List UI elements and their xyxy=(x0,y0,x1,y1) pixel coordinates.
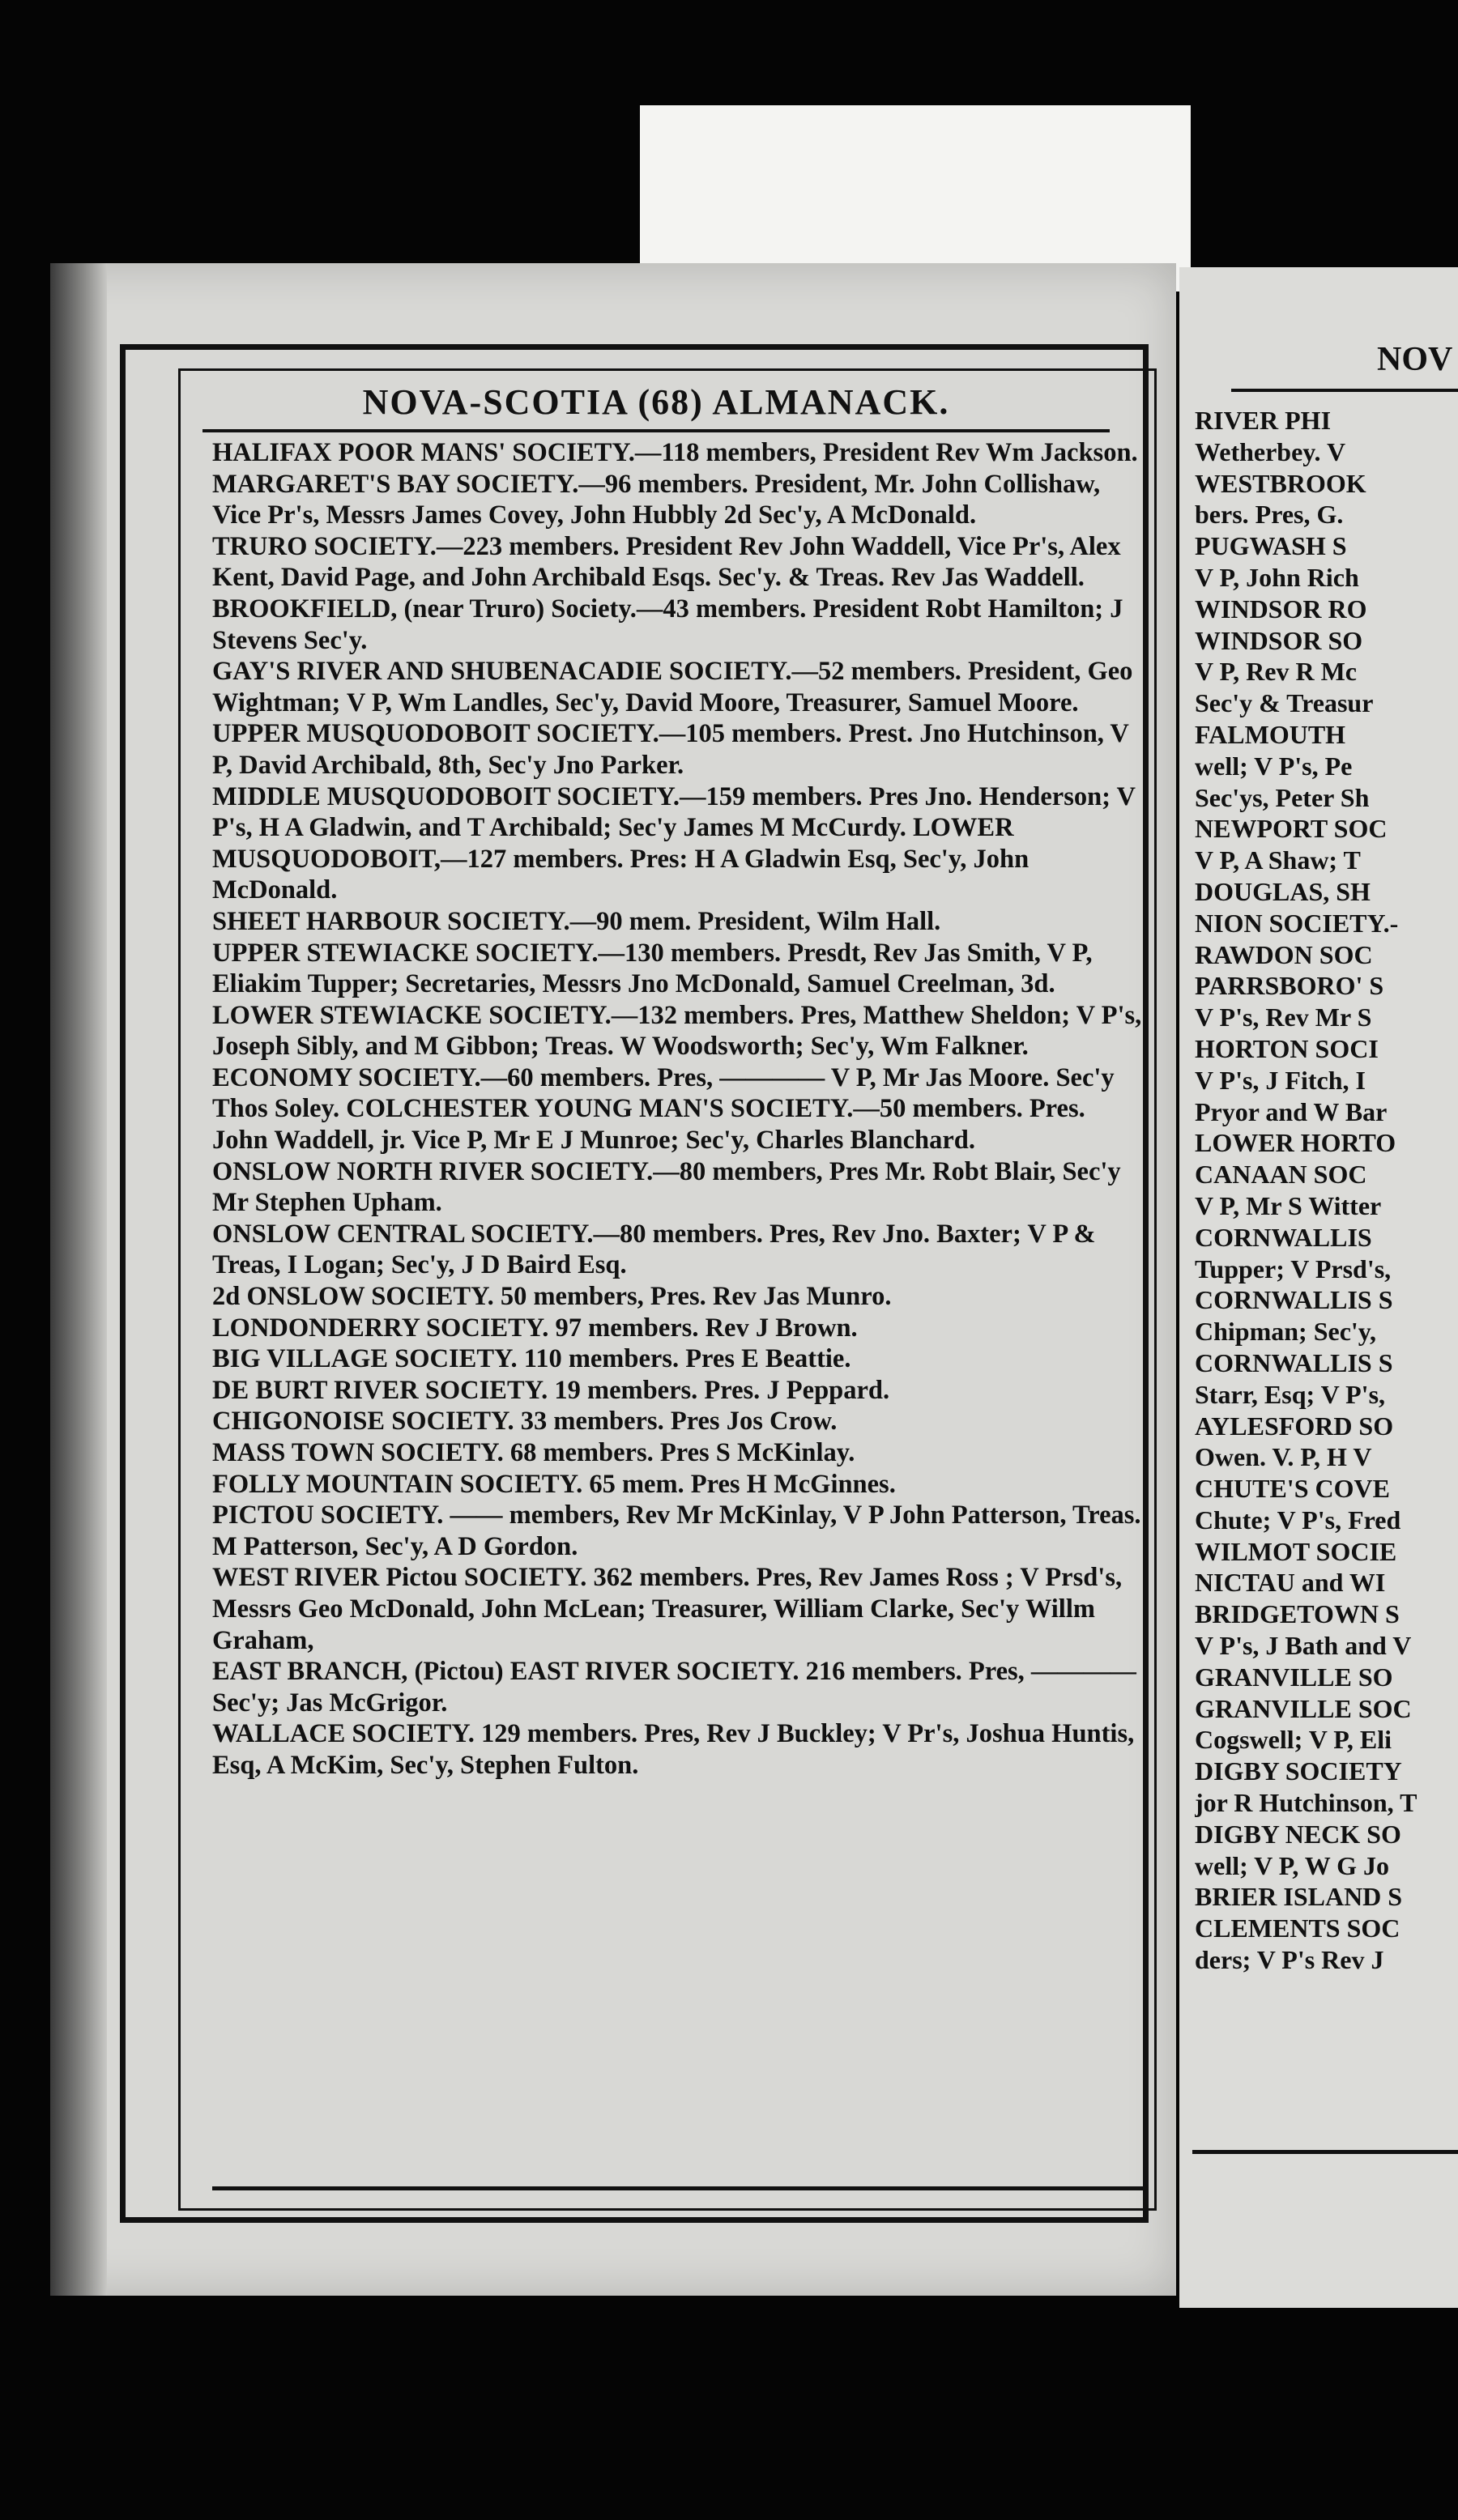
society-entry: WALLACE SOCIETY. 129 members. Pres, Rev J Buckley; V Pr's, Joshua Huntis, Esq, A McKim, Sec'y, Stephen Fulton. xyxy=(212,1719,1135,1780)
society-entry: SHEET HARBOUR SOCIETY.—90 mem. President, Wilm Hall. xyxy=(212,906,941,936)
right-page-line: GRANVILLE SO xyxy=(1195,1662,1393,1692)
right-page-line: BRIER ISLAND S xyxy=(1195,1882,1403,1912)
society-entry: MASS TOWN SOCIETY. 68 members. Pres S McKinlay. xyxy=(212,1438,855,1467)
right-page-line: HORTON SOCI xyxy=(1195,1033,1379,1063)
right-page-line: CORNWALLIS S xyxy=(1195,1347,1393,1377)
society-entry: UPPER STEWIACKE SOCIETY.—130 members. Presdt, Rev Jas Smith, V P, Eliakim Tupper; Secretaries, Messrs Jno McDonald, Samuel Creelman, 3d. xyxy=(212,938,1093,999)
society-entry: ONSLOW CENTRAL SOCIETY.—80 members. Pres, Rev Jno. Baxter; V P & Treas, I Logan; Sec'y, J D Baird Esq. xyxy=(212,1219,1096,1280)
right-page-line: WILMOT SOCIE xyxy=(1195,1536,1397,1566)
right-page-line: GRANVILLE SOC xyxy=(1195,1693,1412,1723)
society-entry: ONSLOW NORTH RIVER SOCIETY.—80 members, Pres Mr. Robt Blair, Sec'y Mr Stephen Upham. xyxy=(212,1156,1121,1218)
society-entry: MARGARET'S BAY SOCIETY.—96 members. President, Mr. John Collishaw, Vice Pr's, Messrs James Covey, John Hubbly 2d Sec'y, A McDonald. xyxy=(212,469,1101,530)
right-page-line: V P, A Shaw; T xyxy=(1195,845,1361,875)
society-entry: WEST RIVER Pictou SOCIETY. 362 members. Pres, Rev James Ross ; V Prsd's, Messrs Geo McDonald, John McLean; Treasurer, William Clarke, Sec'y Willm Graham, xyxy=(212,1563,1123,1655)
society-entry: PICTOU SOCIETY. —— members, Rev Mr McKinlay, V P John Patterson, Treas. M Patterson, Sec'y, A D Gordon. xyxy=(212,1501,1141,1561)
society-entry: GAY'S RIVER AND SHUBENACADIE SOCIETY.—52 members. President, Geo Wightman; V P, Wm Landles, Sec'y, David Moore, Treasurer, Samuel Moore. xyxy=(212,657,1133,717)
right-page-line: V P, John Rich xyxy=(1195,562,1359,592)
right-page-line: Sec'ys, Peter Sh xyxy=(1195,782,1370,812)
society-entry: HALIFAX POOR MANS' SOCIETY.—118 members, President Rev Wm Jackson. xyxy=(212,438,1138,467)
society-entry: EAST BRANCH, (Pictou) EAST RIVER SOCIETY. 216 members. Pres, ———— Sec'y; Jas McGrigor. xyxy=(212,1657,1136,1718)
right-page-line: PARRSBORO' S xyxy=(1195,971,1384,1001)
right-page-line: Chipman; Sec'y, xyxy=(1195,1317,1377,1347)
right-page-line: Owen. V. P, H V xyxy=(1195,1442,1372,1472)
society-entry: CHIGONOISE SOCIETY. 33 members. Pres Jos Crow. xyxy=(212,1407,838,1437)
society-entry: LOWER STEWIACKE SOCIETY.—132 members. Pres, Matthew Sheldon; V P's, Joseph Sibly, and M Gibbon; Treas. W Woodsworth; Sec'y, Wm Falkner. xyxy=(212,1000,1142,1062)
right-page-header: NOV xyxy=(1377,341,1453,378)
society-entry: TRURO SOCIETY.—223 members. President Rev John Waddell, Vice Pr's, Alex Kent, David Page, and John Archibald Esqs. Sec'y. & Treas. Rev Jas Waddell. xyxy=(212,531,1121,593)
right-page-line: Pryor and W Bar xyxy=(1195,1096,1388,1126)
right-page-line: CANAAN SOC xyxy=(1195,1160,1367,1190)
right-page-line: CLEMENTS SOC xyxy=(1195,1913,1400,1943)
right-page-line: ders; V P's Rev J xyxy=(1195,1945,1384,1975)
right-page-line: V P's, J Fitch, I xyxy=(1195,1065,1366,1095)
right-page-line: DIGBY SOCIETY xyxy=(1195,1756,1402,1786)
right-page-line: Wetherbey. V xyxy=(1195,436,1346,466)
right-page-line: V P, Mr S Witter xyxy=(1195,1190,1382,1220)
society-entry: UPPER MUSQUODOBOIT SOCIETY.—105 members. Prest. Jno Hutchinson, V P, David Archibald, 8th, Sec'y Jno Parker. xyxy=(212,719,1129,780)
right-page-line: V P, Rev R Mc xyxy=(1195,657,1357,687)
right-page-line: bers. Pres, G. xyxy=(1195,500,1344,530)
right-header-rule xyxy=(1231,389,1458,392)
society-entry: ECONOMY SOCIETY.—60 members. Pres, ———— V P, Mr Jas Moore. Sec'y Thos Soley. COLCHESTER YOUNG MAN'S SOCIETY.—50 members. Pres. John Waddell, jr. Vice P, Mr E J Munroe; Sec'y, Charles Blanchard. xyxy=(212,1062,1115,1156)
bottom-rule xyxy=(212,2186,1144,2190)
right-page-line: WESTBROOK xyxy=(1195,468,1366,498)
right-page-line: well; V P, W G Jo xyxy=(1195,1850,1390,1880)
right-page-line: V P's, Rev Mr S xyxy=(1195,1002,1372,1032)
book-spine xyxy=(50,263,107,2296)
right-page-line: LOWER HORTO xyxy=(1195,1128,1396,1158)
right-page-line: WINDSOR RO xyxy=(1195,594,1367,624)
right-bottom-rule xyxy=(1192,2150,1458,2154)
header-rule xyxy=(202,429,1110,432)
society-entry: DE BURT RIVER SOCIETY. 19 members. Pres. J Peppard. xyxy=(212,1375,890,1405)
society-entry: BIG VILLAGE SOCIETY. 110 members. Pres E Beattie. xyxy=(212,1344,851,1374)
right-page-line: CORNWALLIS xyxy=(1195,1222,1372,1252)
right-page-line: Cogswell; V P, Eli xyxy=(1195,1725,1392,1755)
right-page-line: Sec'y & Treasur xyxy=(1195,688,1374,718)
society-entry: BROOKFIELD, (near Truro) Society.—43 members. President Robt Hamilton; J Stevens Sec'y. xyxy=(212,594,1123,655)
right-page-line: NION SOCIETY.- xyxy=(1195,908,1399,938)
right-page-line: WINDSOR SO xyxy=(1195,625,1363,655)
right-page-line: CHUTE'S COVE xyxy=(1195,1474,1390,1504)
right-page-line: NICTAU and WI xyxy=(1195,1568,1386,1598)
right-page-line: Starr, Esq; V P's, xyxy=(1195,1379,1386,1409)
right-page-line: DOUGLAS, SH xyxy=(1195,876,1371,906)
society-list xyxy=(212,437,1144,1781)
society-entry: MIDDLE MUSQUODOBOIT SOCIETY.—159 members. Pres Jno. Henderson; V P's, H A Gladwin, and T Archibald; Sec'y James M McCurdy. LOWER MUSQUODOBOIT,—127 members. Pres: H A Gladwin Esq, Sec'y, John McDonald. xyxy=(212,781,1136,905)
right-page-line: AYLESFORD SO xyxy=(1195,1411,1394,1441)
right-page-line: CORNWALLIS S xyxy=(1195,1285,1393,1315)
right-page-line: BRIDGETOWN S xyxy=(1195,1599,1400,1629)
society-entry: LONDONDERRY SOCIETY. 97 members. Rev J Brown. xyxy=(212,1313,858,1343)
right-page-line: well; V P's, Pe xyxy=(1195,751,1353,781)
right-page-line: jor R Hutchinson, T xyxy=(1195,1788,1418,1818)
right-page-line: RAWDON SOC xyxy=(1195,939,1373,969)
right-page-line: Tupper; V Prsd's, xyxy=(1195,1254,1392,1283)
society-entry: 2d ONSLOW SOCIETY. 50 members, Pres. Rev Jas Munro. xyxy=(212,1282,892,1312)
right-page-line: DIGBY NECK SO xyxy=(1195,1819,1401,1849)
right-page-line: FALMOUTH xyxy=(1195,719,1346,749)
society-entry: FOLLY MOUNTAIN SOCIETY. 65 mem. Pres H McGinnes. xyxy=(212,1469,896,1499)
right-page-line: Chute; V P's, Fred xyxy=(1195,1505,1401,1535)
right-page-text xyxy=(1195,405,1458,1976)
right-page-line: PUGWASH S xyxy=(1195,531,1347,561)
right-page-line: V P's, J Bath and V xyxy=(1195,1631,1412,1661)
page-header: NOVA-SCOTIA (68) ALMANACK. xyxy=(362,382,950,422)
right-page-line: RIVER PHI xyxy=(1195,406,1332,435)
right-page-line: NEWPORT SOC xyxy=(1195,814,1388,844)
